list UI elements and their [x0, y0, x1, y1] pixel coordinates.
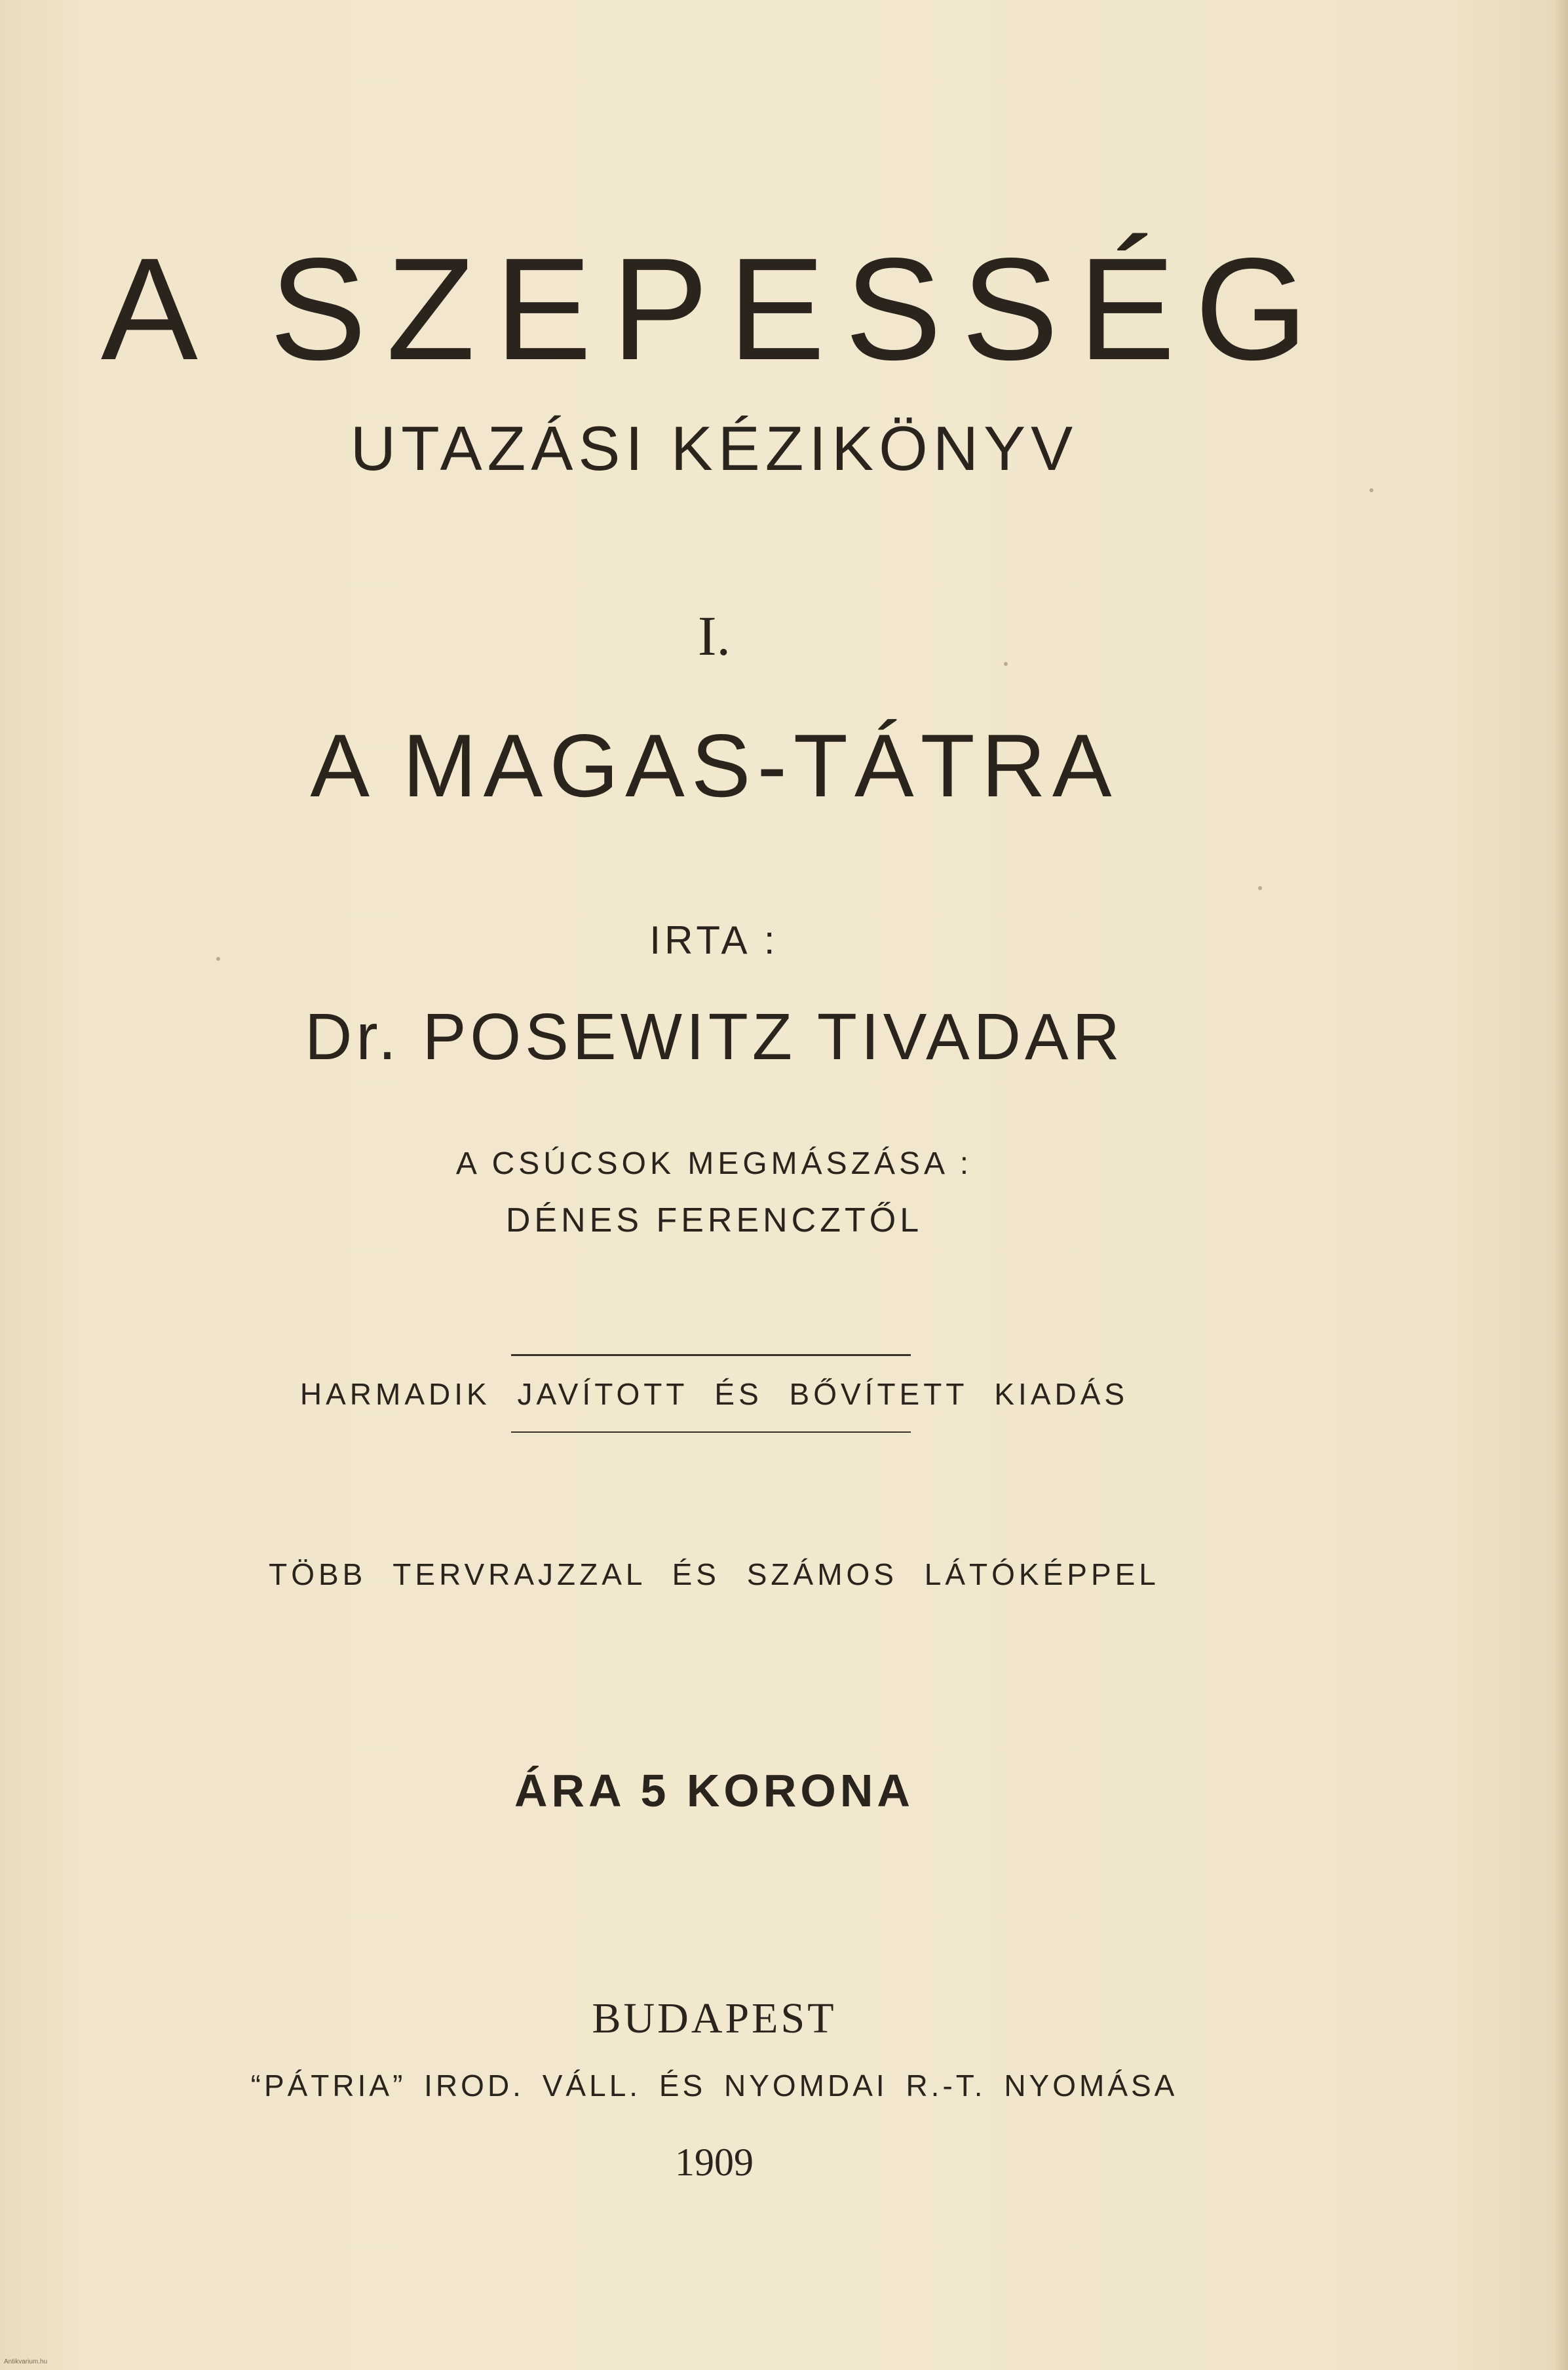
main-title: A SZEPESSÉG	[100, 228, 1328, 391]
edition-rule-top	[511, 1354, 911, 1356]
paper-speck	[1258, 886, 1262, 890]
price: ÁRA 5 KORONA	[514, 1765, 914, 1816]
edition-statement: HARMADIK JAVÍTOTT ÉS BŐVÍTETT KIADÁS	[299, 1377, 1129, 1411]
contributor-name: DÉNES FERENCZTŐL	[505, 1201, 923, 1239]
paper-speck	[1004, 662, 1008, 666]
paper-speck	[216, 957, 220, 961]
publication-city: BUDAPEST	[592, 1994, 837, 2042]
contributor-label: A CSÚCSOK MEGMÁSZÁSA :	[455, 1146, 973, 1181]
subtitle: UTAZÁSI KÉZIKÖNYV	[350, 414, 1079, 484]
paper-speck	[1369, 488, 1373, 492]
page-edge-shadow	[1554, 0, 1568, 2370]
printer-imprint: “PÁTRIA” IROD. VÁLL. ÉS NYOMDAI R.-T. NYOMÁSA	[250, 2069, 1178, 2103]
watermark: Antikvarium.hu	[4, 2358, 48, 2365]
volume-title: A MAGAS-TÁTRA	[310, 716, 1119, 815]
publication-year: 1909	[675, 2141, 754, 2184]
author-label: IRTA :	[649, 918, 779, 962]
author-name: Dr. POSEWITZ TIVADAR	[305, 1000, 1124, 1074]
illustrations-note: TÖBB TERVRAJZZAL ÉS SZÁMOS LÁTÓKÉPPEL	[269, 1557, 1160, 1591]
edition-rule-bottom	[511, 1431, 911, 1433]
volume-number: I.	[697, 604, 731, 667]
